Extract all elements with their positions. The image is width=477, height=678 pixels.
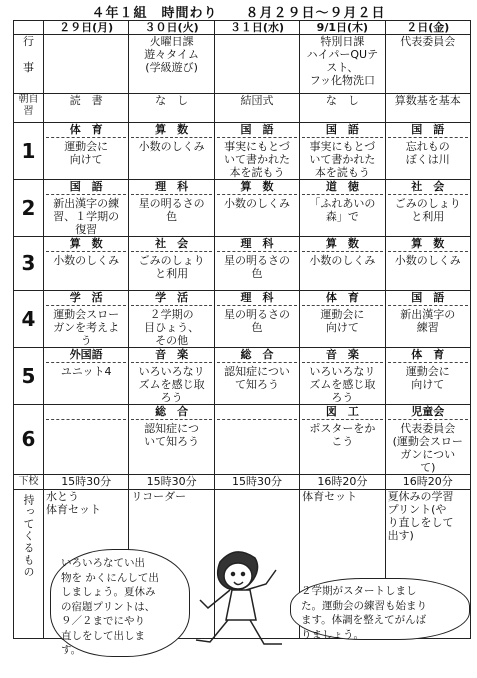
lesson-cell xyxy=(129,123,214,180)
event-cell: 火曜日課 遊々タイム (学級遊び) xyxy=(129,35,214,94)
subject-label: 総 合 xyxy=(131,405,211,420)
lesson-content: 運動会スロー ガンを考えよ う xyxy=(53,308,120,347)
row-label-leave: 下校 xyxy=(14,475,44,490)
lesson-content xyxy=(217,420,297,422)
subject-label: 理 科 xyxy=(131,180,211,195)
lesson-cell xyxy=(214,123,299,180)
subject-label: 国 語 xyxy=(388,123,468,138)
lesson-content: 運動会に 向けて xyxy=(64,140,109,166)
lesson-cell xyxy=(385,123,470,180)
subject-label: 児童会 xyxy=(388,405,468,420)
leave-cell: 15時30分 xyxy=(214,475,299,490)
lesson-cell xyxy=(129,348,214,405)
subject-label: 学 活 xyxy=(131,291,211,306)
subject-label: 音 楽 xyxy=(131,348,211,363)
lesson-cell xyxy=(385,405,470,475)
bring-cell: 水とう 体育セット xyxy=(44,490,129,639)
lesson-cell xyxy=(300,291,385,348)
subject-label: 算 数 xyxy=(46,237,126,252)
subject-label: 学 活 xyxy=(46,291,126,306)
subject-label: 道 徳 xyxy=(302,180,382,195)
events-label: 行 事 xyxy=(23,35,34,74)
subject-label: 国 語 xyxy=(217,123,297,138)
subject-label: 理 科 xyxy=(217,237,297,252)
lesson-content: 事実にもとづ いて書かれた 本を読もう xyxy=(309,140,376,179)
lesson-cell xyxy=(385,291,470,348)
lesson-cell xyxy=(129,405,214,475)
row-label-events xyxy=(14,35,44,94)
subject-label: 算 数 xyxy=(388,237,468,252)
lesson-content: 「ふれあいの 森」で xyxy=(309,197,376,223)
lesson-cell xyxy=(300,123,385,180)
bring-cell: 夏休みの学習 プリント(や り直しをして 出す) xyxy=(385,490,470,639)
event-cell: 代表委員会 xyxy=(385,35,470,94)
lesson-cell xyxy=(129,291,214,348)
subject-label: 図 工 xyxy=(302,405,382,420)
subject-label xyxy=(217,405,297,420)
subject-label: 国 語 xyxy=(302,123,382,138)
notice-text-left: いろいろなてい出 物を かくにんして出 しましょう。夏休み の宿題プリントは、 ９／２までにやり 直しをして出しま す。 xyxy=(61,557,159,656)
lesson-cell xyxy=(214,237,299,291)
subject-label xyxy=(46,405,126,420)
subject-label: 国 語 xyxy=(388,291,468,306)
lesson-cell xyxy=(385,348,470,405)
lesson-content: 代表委員会 (運動会スロー ガンについ て) xyxy=(392,422,463,474)
notice-bubble-right xyxy=(290,578,470,640)
day-header: ３１日(水) xyxy=(214,21,299,35)
subject-label: 外国語 xyxy=(46,348,126,363)
lesson-cell xyxy=(44,123,129,180)
morning-cell: 読 書 xyxy=(44,94,129,123)
lesson-content: いろいろなリ ズムを感じ取 ろう xyxy=(309,365,376,404)
lesson-cell xyxy=(385,237,470,291)
lesson-content: ２学期の 目ひょう、 その他 xyxy=(144,308,200,347)
row-label-bring xyxy=(14,490,44,639)
lesson-content: ポスターをか こう xyxy=(309,422,376,448)
subject-label: 体 育 xyxy=(388,348,468,363)
corner-cell xyxy=(14,21,44,35)
lesson-content: 小数のしくみ xyxy=(53,254,120,267)
subject-label: 算 数 xyxy=(302,237,382,252)
leave-cell: 16時20分 xyxy=(300,475,385,490)
lesson-content: 小数のしくみ xyxy=(138,140,205,153)
lesson-cell xyxy=(44,291,129,348)
lesson-content: 小数のしくみ xyxy=(309,254,376,267)
leave-cell: 15時30分 xyxy=(129,475,214,490)
notice-text-right: ２学期がスタートしまし た。運動会の練習も始まり ます。体調を整えてがんば りましょう。 xyxy=(301,585,427,641)
period-number: 2 xyxy=(14,180,44,237)
lesson-cell xyxy=(214,405,299,475)
running-girl-illustration xyxy=(190,540,300,670)
period-number: 3 xyxy=(14,237,44,291)
morning-cell: 結団式 xyxy=(214,94,299,123)
lesson-content: 星の明るさの 色 xyxy=(138,197,205,223)
lesson-cell xyxy=(44,405,129,475)
lesson-content: ごみのしょり と利用 xyxy=(138,254,205,280)
period-row xyxy=(14,405,471,475)
period-number: 1 xyxy=(14,123,44,180)
day-header: ３０日(火) xyxy=(129,21,214,35)
morning-cell: な し xyxy=(129,94,214,123)
lesson-content: 新出漢字の 練習 xyxy=(400,308,456,334)
day-header-row xyxy=(14,21,471,35)
subject-label: 社 会 xyxy=(388,180,468,195)
lesson-cell xyxy=(300,180,385,237)
lesson-content: 忘れもの ぼくは川 xyxy=(405,140,450,166)
subject-label: 体 育 xyxy=(302,291,382,306)
bring-cell: リコーダー xyxy=(129,490,214,639)
period-row xyxy=(14,348,471,405)
lesson-cell xyxy=(214,180,299,237)
lesson-cell xyxy=(129,180,214,237)
period-row xyxy=(14,291,471,348)
lesson-content: ごみのしょり と利用 xyxy=(394,197,461,223)
lesson-content: 星の明るさの 色 xyxy=(223,254,290,280)
event-cell: 特別日課 ハイパーQUテ スト、 フッ化物洗口 xyxy=(300,35,385,94)
subject-label: 算 数 xyxy=(131,123,211,138)
lesson-cell xyxy=(300,237,385,291)
lesson-cell xyxy=(214,291,299,348)
lesson-content: いろいろなリ ズムを感じ取 ろう xyxy=(138,365,205,404)
lesson-content xyxy=(46,420,126,422)
lesson-cell xyxy=(44,348,129,405)
row-label-morning xyxy=(14,94,44,123)
bring-cell: 体育セット xyxy=(300,490,385,639)
morning-cell: な し xyxy=(300,94,385,123)
event-cell xyxy=(214,35,299,94)
event-cell xyxy=(44,35,129,94)
lesson-cell xyxy=(44,237,129,291)
lesson-cell xyxy=(300,405,385,475)
period-row xyxy=(14,237,471,291)
morning-row xyxy=(14,94,471,123)
subject-label: 理 科 xyxy=(217,291,297,306)
subject-label: 音 楽 xyxy=(302,348,382,363)
morning-cell: 算数基を基本 xyxy=(385,94,470,123)
lesson-content: 運動会に 向けて xyxy=(320,308,365,334)
leave-cell: 16時20分 xyxy=(385,475,470,490)
lesson-content: 新出漢字の練 習、１学期の 復習 xyxy=(53,197,120,236)
morning-label: 朝自 習 xyxy=(18,94,39,117)
lesson-content: 星の明るさの 色 xyxy=(223,308,290,334)
lesson-content: 認知症につい て知ろう xyxy=(224,365,290,391)
bring-label: 持ってくるもの xyxy=(22,494,35,578)
notice-bubble-left xyxy=(50,549,190,657)
subject-label: 社 会 xyxy=(131,237,211,252)
day-header: 9/1日(木) xyxy=(300,21,385,35)
lesson-cell xyxy=(214,348,299,405)
day-header: ２日(金) xyxy=(385,21,470,35)
period-number: 5 xyxy=(14,348,44,405)
leave-row xyxy=(14,475,471,490)
lesson-content: 運動会に 向けて xyxy=(405,365,450,391)
leave-cell: 15時30分 xyxy=(44,475,129,490)
lesson-content: 事実にもとづ いて書かれた 本を読もう xyxy=(223,140,290,179)
lesson-cell xyxy=(129,237,214,291)
lesson-content: 認知症につ いて知ろう xyxy=(144,422,200,448)
lesson-cell xyxy=(44,180,129,237)
subject-label: 総 合 xyxy=(217,348,297,363)
events-row xyxy=(14,35,471,94)
lesson-content: ユニット4 xyxy=(60,365,112,378)
lesson-cell xyxy=(300,348,385,405)
lesson-content: 小数のしくみ xyxy=(394,254,461,267)
period-row xyxy=(14,180,471,237)
subject-label: 国 語 xyxy=(46,180,126,195)
period-row xyxy=(14,123,471,180)
page-title: ４年１組 時間わり ８月２９日～９月２日 xyxy=(91,6,386,21)
subject-label: 算 数 xyxy=(217,180,297,195)
day-header: ２９日(月) xyxy=(44,21,129,35)
lesson-cell xyxy=(385,180,470,237)
period-number: 6 xyxy=(14,405,44,475)
period-number: 4 xyxy=(14,291,44,348)
subject-label: 体 育 xyxy=(46,123,126,138)
lesson-content: 小数のしくみ xyxy=(223,197,290,210)
